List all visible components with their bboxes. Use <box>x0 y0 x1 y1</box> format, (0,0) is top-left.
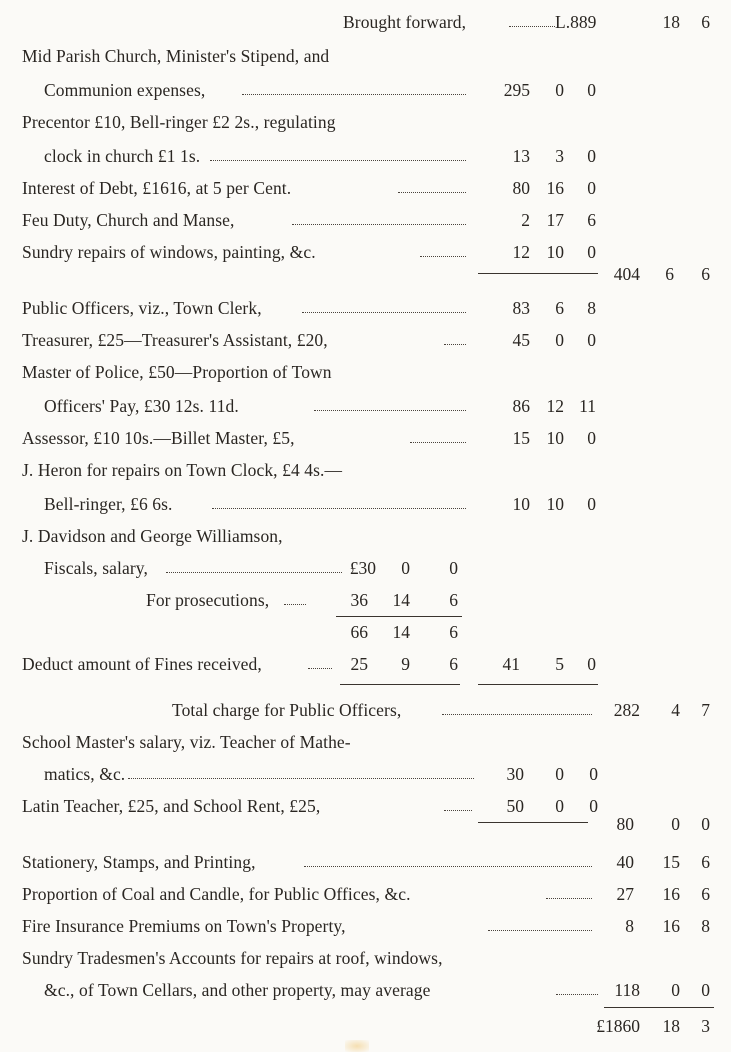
leader <box>509 26 555 27</box>
grand-total-pounds: £1860 <box>596 1016 640 1036</box>
tradesmen-line2: &c., of Town Cellars, and other property, may average <box>44 980 431 1000</box>
stationery-pounds: 40 <box>616 852 634 872</box>
subtotal1-shillings: 6 <box>665 264 674 284</box>
fire-pence: 8 <box>701 916 710 936</box>
sundry-repairs-shillings: 10 <box>546 242 564 262</box>
stationery-label: Stationery, Stamps, and Printing, <box>22 852 256 872</box>
total-public-pounds: 282 <box>613 700 640 720</box>
fines-pounds: 25 <box>350 654 368 674</box>
brought-forward-shillings: 18 <box>662 12 680 32</box>
prosecutions-pounds: 36 <box>350 590 368 610</box>
leader <box>304 866 592 867</box>
prosecutions-pence: 6 <box>449 590 458 610</box>
fines-net-rule <box>478 684 598 685</box>
leader <box>210 160 466 161</box>
leader <box>292 224 466 225</box>
paper-stain <box>345 1040 369 1052</box>
brought-forward-pounds: L.889 <box>555 12 597 32</box>
mid-parish-pence: 0 <box>587 80 596 100</box>
leader <box>314 410 466 411</box>
heron-shillings: 10 <box>546 494 564 514</box>
tradesmen-pence: 0 <box>701 980 710 1000</box>
public-officers-shillings: 6 <box>555 298 564 318</box>
leader <box>166 572 342 573</box>
treasurer-shillings: 0 <box>555 330 564 350</box>
leader <box>410 442 466 443</box>
tradesmen-pounds: 118 <box>614 980 640 1000</box>
police-line2: Officers' Pay, £30 12s. 11d. <box>44 396 239 416</box>
stationery-pence: 6 <box>701 852 710 872</box>
brought-forward-pence: 6 <box>701 12 710 32</box>
police-pounds: 86 <box>512 396 530 416</box>
grand-total-shillings: 18 <box>662 1016 680 1036</box>
school-shillings: 0 <box>555 764 564 784</box>
police-pence: 11 <box>579 396 596 416</box>
precentor-pounds: 13 <box>512 146 530 166</box>
coal-pence: 6 <box>701 884 710 904</box>
fines-net-pounds: 41 <box>502 654 520 674</box>
precentor-line1: Precentor £10, Bell-ringer £2 2s., regulating <box>22 112 336 132</box>
davidson-pence: 0 <box>449 558 458 578</box>
latin-pounds: 50 <box>506 796 524 816</box>
leader <box>128 778 474 779</box>
grand-total-pence: 3 <box>701 1016 710 1036</box>
fiscal-rule <box>336 616 462 617</box>
leader <box>556 994 598 995</box>
heron-line1: J. Heron for repairs on Town Clock, £4 4s.— <box>22 460 343 480</box>
davidson-pounds: £30 <box>349 558 376 578</box>
fines-label: Deduct amount of Fines received, <box>22 654 262 674</box>
davidson-line2: Fiscals, salary, <box>44 558 148 578</box>
interest-label: Interest of Debt, £1616, at 5 per Cent. <box>22 178 292 198</box>
mid-parish-pounds: 295 <box>503 80 530 100</box>
leader <box>308 668 332 669</box>
leader <box>420 256 466 257</box>
latin-pence: 0 <box>589 796 598 816</box>
fines-pence: 6 <box>449 654 458 674</box>
subtotal1-pence: 6 <box>701 264 710 284</box>
precentor-shillings: 3 <box>555 146 564 166</box>
interest-pounds: 80 <box>512 178 530 198</box>
subtotal1-pounds: 404 <box>613 264 640 284</box>
heron-pounds: 10 <box>512 494 530 514</box>
grand-total-rule <box>604 1007 714 1008</box>
fiscal-sum-pence: 6 <box>449 622 458 642</box>
public-officers-label: Public Officers, viz., Town Clerk, <box>22 298 262 318</box>
leader <box>442 714 592 715</box>
school-rule <box>478 822 588 823</box>
fines-net-shillings: 5 <box>555 654 564 674</box>
assessor-shillings: 10 <box>546 428 564 448</box>
leader <box>242 94 466 95</box>
sundry-repairs-pounds: 12 <box>512 242 530 262</box>
leader <box>488 930 592 931</box>
coal-label: Proportion of Coal and Candle, for Public Offices, &c. <box>22 884 411 904</box>
tradesmen-line1: Sundry Tradesmen's Accounts for repairs at roof, windows, <box>22 948 443 968</box>
school-total-shillings: 0 <box>671 814 680 834</box>
treasurer-label: Treasurer, £25—Treasurer's Assistant, £20, <box>22 330 328 350</box>
latin-shillings: 0 <box>555 796 564 816</box>
stationery-shillings: 15 <box>662 852 680 872</box>
interest-shillings: 16 <box>546 178 564 198</box>
fiscal-sum-shillings: 14 <box>392 622 410 642</box>
fines-net-pence: 0 <box>587 654 596 674</box>
tradesmen-shillings: 0 <box>671 980 680 1000</box>
precentor-pence: 0 <box>587 146 596 166</box>
latin-label: Latin Teacher, £25, and School Rent, £25, <box>22 796 321 816</box>
total-public-label: Total charge for Public Officers, <box>172 700 402 720</box>
fire-label: Fire Insurance Premiums on Town's Property, <box>22 916 346 936</box>
school-pounds: 30 <box>506 764 524 784</box>
fiscal-sum-pounds: 66 <box>350 622 368 642</box>
feu-duty-pounds: 2 <box>521 210 530 230</box>
sundry-repairs-label: Sundry repairs of windows, painting, &c. <box>22 242 316 262</box>
coal-shillings: 16 <box>662 884 680 904</box>
assessor-pence: 0 <box>587 428 596 448</box>
sundry-repairs-pence: 0 <box>587 242 596 262</box>
feu-duty-pence: 6 <box>587 210 596 230</box>
heron-pence: 0 <box>587 494 596 514</box>
prosecutions-label: For prosecutions, <box>146 590 270 610</box>
leader <box>444 344 466 345</box>
school-line2: matics, &c. <box>44 764 126 784</box>
davidson-line1: J. Davidson and George Williamson, <box>22 526 283 546</box>
police-line1: Master of Police, £50—Proportion of Town <box>22 362 332 382</box>
public-officers-pounds: 83 <box>512 298 530 318</box>
total-public-pence: 7 <box>701 700 710 720</box>
leader <box>302 312 466 313</box>
mid-parish-line2: Communion expenses, <box>44 80 206 100</box>
feu-duty-shillings: 17 <box>546 210 564 230</box>
interest-pence: 0 <box>587 178 596 198</box>
public-officers-pence: 8 <box>587 298 596 318</box>
davidson-shillings: 0 <box>401 558 410 578</box>
fines-rule <box>340 684 460 685</box>
leader <box>398 192 466 193</box>
treasurer-pounds: 45 <box>512 330 530 350</box>
police-shillings: 12 <box>546 396 564 416</box>
coal-pounds: 27 <box>616 884 634 904</box>
leader <box>284 604 306 605</box>
leader <box>546 898 592 899</box>
school-total-pence: 0 <box>701 814 710 834</box>
subtotal-rule <box>478 273 598 274</box>
precentor-line2: clock in church £1 1s. <box>44 146 201 166</box>
fire-shillings: 16 <box>662 916 680 936</box>
leader <box>444 810 472 811</box>
heron-line2: Bell-ringer, £6 6s. <box>44 494 173 514</box>
prosecutions-shillings: 14 <box>392 590 410 610</box>
mid-parish-shillings: 0 <box>555 80 564 100</box>
school-total-pounds: 80 <box>616 814 634 834</box>
feu-duty-label: Feu Duty, Church and Manse, <box>22 210 235 230</box>
total-public-shillings: 4 <box>671 700 680 720</box>
treasurer-pence: 0 <box>587 330 596 350</box>
brought-forward-label: Brought forward, <box>343 12 467 32</box>
assessor-label: Assessor, £10 10s.—Billet Master, £5, <box>22 428 295 448</box>
mid-parish-line1: Mid Parish Church, Minister's Stipend, and <box>22 46 330 66</box>
leader <box>212 508 466 509</box>
school-pence: 0 <box>589 764 598 784</box>
school-line1: School Master's salary, viz. Teacher of Mathe- <box>22 732 351 752</box>
assessor-pounds: 15 <box>512 428 530 448</box>
fines-shillings: 9 <box>401 654 410 674</box>
fire-pounds: 8 <box>625 916 634 936</box>
